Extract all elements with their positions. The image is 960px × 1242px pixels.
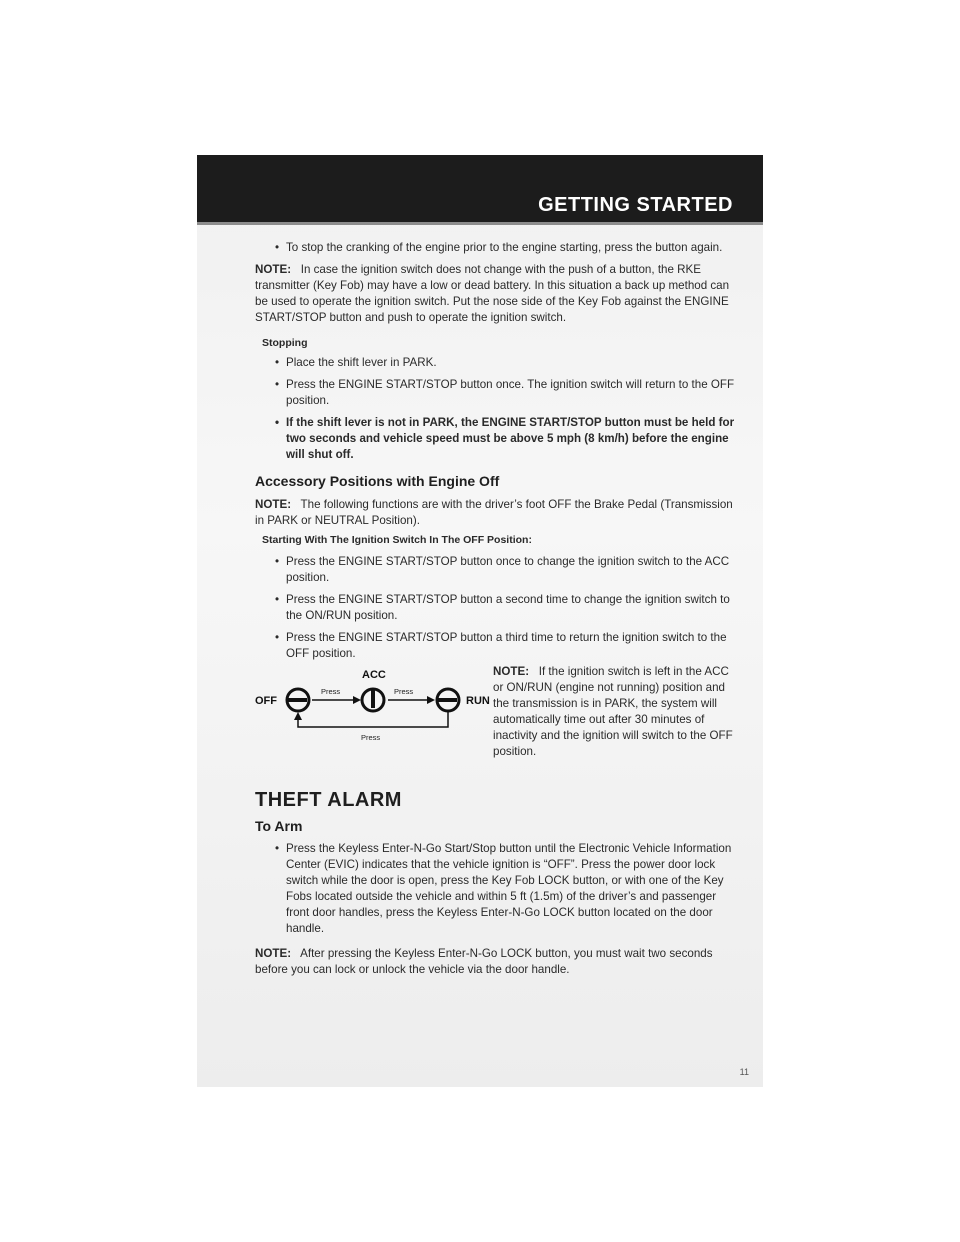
stopping-bullet: • Press the ENGINE START/STOP button once. The ignition switch will return to the OFF position. bbox=[255, 377, 735, 409]
accessory-subheading: Starting With The Ignition Switch In The OFF Position: bbox=[262, 534, 532, 546]
note-accessory bbox=[255, 497, 735, 529]
return-arrow-icon bbox=[294, 712, 448, 727]
section-title: GETTING STARTED bbox=[538, 194, 733, 216]
bullet-stop-cranking: • To stop the cranking of the engine prior to the engine starting, press the button again. bbox=[255, 240, 735, 256]
note-label: NOTE: bbox=[255, 947, 292, 960]
page-content bbox=[255, 240, 735, 987]
accessory-bullet: • Press the ENGINE START/STOP button a third time to return the ignition switch to the OFF position. bbox=[255, 630, 735, 662]
note-label: NOTE: bbox=[255, 263, 292, 276]
press-label: Press bbox=[394, 687, 414, 696]
arm-bullet: • Press the Keyless Enter-N-Go Start/Stop button until the Electronic Vehicle Information Center (EVIC) indicates that the vehicle ignition is “OFF”. Press the power door lock switch while the door is open, press the Key Fob LOCK button, or with one of the Key Fobs located outside the vehicle and within 5 ft (1.5m) of the driver’s and passenger front door handles, press the Keyless Enter-N-Go LOCK button located on the door handle. bbox=[255, 841, 735, 937]
note-text: In case the ignition switch does not change with the push of a button, the RKE transmitter (Key Fob) may have a low or dead battery. In this situation a back up method can be used to operate the ignition switch. Put the nose side of the Key Fob against the ENGINE START/STOP button and push to operate the ignition switch. bbox=[255, 263, 730, 324]
note-text: The following functions are with the driver’s foot OFF the Brake Pedal (Transmission in PARK or NEUTRAL Position). bbox=[255, 498, 733, 527]
note-lock-wait bbox=[255, 946, 735, 978]
page-number: 11 bbox=[739, 1067, 749, 1077]
press-label: Press bbox=[321, 687, 341, 696]
note-label: NOTE: bbox=[493, 665, 530, 678]
press-arrow-icon bbox=[388, 696, 435, 704]
accessory-bullet: • Press the ENGINE START/STOP button a second time to change the ignition switch to the ON/RUN position. bbox=[255, 592, 735, 624]
header-divider bbox=[197, 222, 763, 225]
stopping-heading: Stopping bbox=[262, 337, 308, 349]
off-position-icon bbox=[287, 689, 309, 711]
acc-label: ACC bbox=[362, 669, 386, 681]
run-position-icon bbox=[437, 689, 459, 711]
note-label: NOTE: bbox=[255, 498, 292, 511]
note-timeout bbox=[493, 664, 735, 760]
note-text: If the ignition switch is left in the ACC or ON/RUN (engine not running) position and the transmission is in PARK, the system will automatically time out after 30 minutes of inactivity and the ignition will switch to the OFF position. bbox=[493, 665, 733, 758]
to-arm-heading: To Arm bbox=[255, 818, 303, 834]
accessory-heading: Accessory Positions with Engine Off bbox=[255, 473, 500, 489]
margin-strip bbox=[0, 0, 196, 1242]
theft-alarm-heading: THEFT ALARM bbox=[255, 789, 402, 811]
note-key-fob bbox=[255, 262, 735, 326]
stopping-warning-bullet: • If the shift lever is not in PARK, the ENGINE START/STOP button must be held for two seconds and vehicle speed must be above 5 mph (8 km/h) before the engine will shut off. bbox=[255, 415, 735, 463]
ignition-diagram-row bbox=[255, 664, 735, 770]
ignition-position-diagram bbox=[255, 664, 493, 770]
press-arrow-icon bbox=[312, 696, 361, 704]
run-label: RUN bbox=[466, 695, 490, 707]
off-label: OFF bbox=[255, 695, 277, 707]
header-bar bbox=[197, 155, 763, 222]
acc-position-icon bbox=[362, 688, 384, 711]
manual-page bbox=[197, 155, 763, 1087]
stopping-bullet: • Place the shift lever in PARK. bbox=[255, 355, 735, 371]
accessory-bullet: • Press the ENGINE START/STOP button once to change the ignition switch to the ACC position. bbox=[255, 554, 735, 586]
note-text: After pressing the Keyless Enter-N-Go LOCK button, you must wait two seconds before you can lock or unlock the vehicle via the door handle. bbox=[255, 947, 713, 976]
press-label: Press bbox=[361, 733, 381, 742]
